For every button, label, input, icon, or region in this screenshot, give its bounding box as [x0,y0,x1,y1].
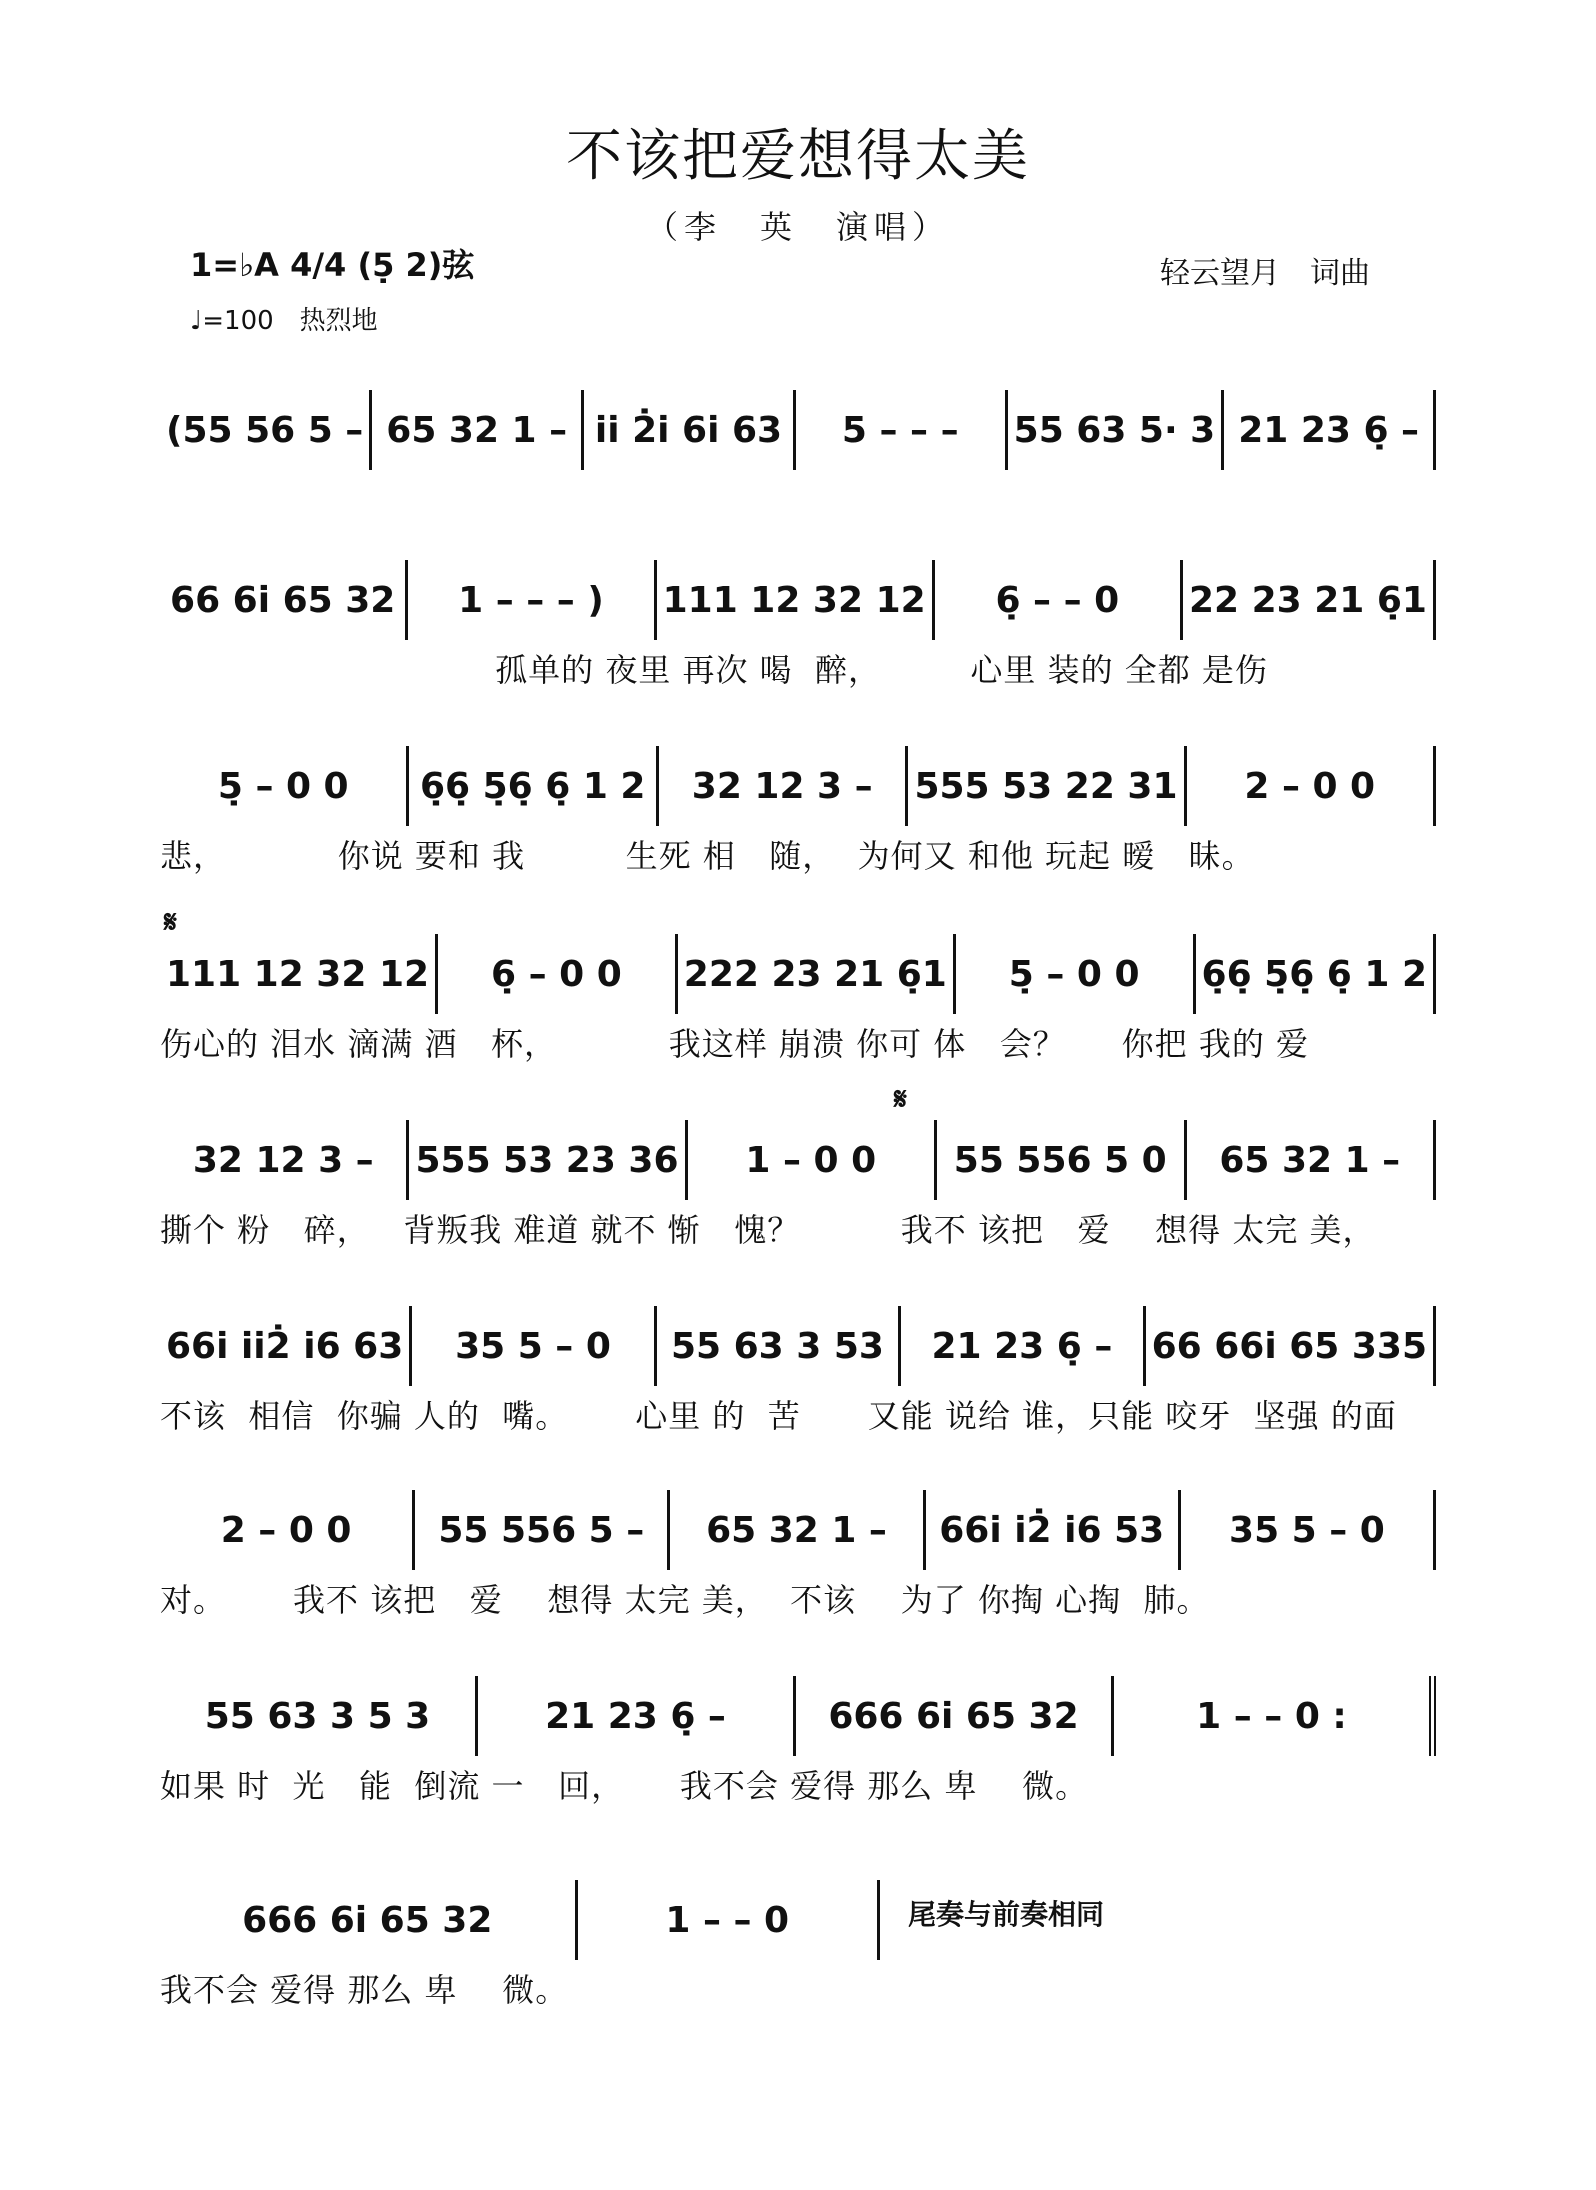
singer-credit: （李 英 演唱） [645,208,950,246]
measure: 2 – 0 0 [1187,746,1436,826]
measure: 32 12 3 – [659,746,908,826]
song-title: 不该把爱想得太美 [566,124,1030,189]
measure: 22 23 21 6̣1 [1183,560,1436,640]
measure: 5̣ – 0 0 [956,934,1196,1014]
music-line-7 [160,1490,1436,1630]
music-line-3 [160,746,1436,886]
notes-row [160,934,1436,1014]
measure: 55 63 3 5 3 [160,1676,478,1756]
measure: 1 – – 0 [578,1880,881,1960]
measure: 21 23 6̣ – [478,1676,796,1756]
measure: 55 556 5 – [415,1490,670,1570]
repeat-end-measure: 1 – – 0 : [1114,1676,1436,1756]
lyrics-row: 悲， 你说 要和 我 生死 相 随， 为何又 和他 玩起 暧 昧。 [160,837,1255,875]
segno-mark: 𝄋 [894,1082,907,1117]
measure: 555 53 23 36 [409,1120,687,1200]
measure: 32 12 3 – [160,1120,409,1200]
measure: 65 32 1 – [670,1490,925,1570]
music-line-5 [160,1120,1436,1260]
measure: 111 12 32 12 [657,560,935,640]
music-line-9 [160,1880,880,2020]
measure: 65 32 1 – [1187,1120,1436,1200]
music-line-8 [160,1676,1436,1816]
measure: 5̣ – 0 0 [160,746,409,826]
ending-note: 尾奏与前奏相同 [908,1898,1105,1931]
measure: 6̣6̣ 5̣6̣ 6̣ 1 2 [409,746,658,826]
lyrics-row: 我不会 爱得 那么 卑 微。 [160,1971,569,2009]
measure: 66i̇ i̇i̇2̇ i̇6 63 [160,1306,412,1386]
lyrics-row: 不该 相信 你骗 人的 嘴。 心里 的 苦 又能 说给 谁，只能 咬牙 坚强 的面 [160,1397,1397,1435]
notes-row [160,1306,1436,1386]
measure: 21 23 6̣ – [1224,390,1436,470]
notes-row [160,1490,1436,1570]
measure: 6̣ – 0 0 [438,934,678,1014]
measure: 5 – – – [796,390,1008,470]
measure: 555 53 22 31 [908,746,1186,826]
music-line-1 [160,390,1436,530]
lyrics-row: 撕个 粉 碎， 背叛我 难道 就不 惭 愧？ 我不 该把 爱 想得 太完 美， [160,1211,1376,1249]
measure: 55 63 3 53 [657,1306,901,1386]
measure: 2 – 0 0 [160,1490,415,1570]
notes-row [160,746,1436,826]
measure: 222 23 21 6̣1 [678,934,956,1014]
measure: (55 56 5 – [160,390,372,470]
notes-row [160,560,1436,640]
measure: 666 6i̇ 65 32 [796,1676,1114,1756]
notes-row [160,390,1436,470]
lyrics-row: 如果 时 光 能 倒流 一 回， 我不会 爱得 那么 卑 微。 [160,1767,1089,1805]
music-line-6 [160,1306,1436,1446]
measure: 111 12 32 12 [160,934,438,1014]
measure: 1 – 0 0 [688,1120,937,1200]
notes-row [160,1880,880,1960]
measure: 66 66i̇ 65 335 [1146,1306,1436,1386]
music-line-2 [160,560,1436,700]
tempo-marking: ♩=100 热烈地 [190,306,378,336]
lyrics-row: 伤心的 泪水 滴满 酒 杯， 我这样 崩溃 你可 体 会？ 你把 我的 爱 [160,1025,1309,1063]
lyrics-row [160,470,1436,530]
measure: 35 5 – 0 [412,1306,656,1386]
measure: 35 5 – 0 [1181,1490,1436,1570]
measure: 55 63 5· 3 [1008,390,1225,470]
author-credit: 轻云望月 词曲 [1160,256,1370,291]
notes-row [160,1120,1436,1200]
measure: 21 23 6̣ – [901,1306,1145,1386]
lyrics-row: 孤单的 夜里 再次 喝 醉， 心里 装的 全都 是伤 [160,651,1268,689]
measure: 66i̇ i̇2̇ i̇6 53 [926,1490,1181,1570]
notes-row [160,1676,1436,1756]
key-signature: 1=♭A 4/4 (5̣ 2)弦 [190,246,475,284]
measure: 666 6i̇ 65 32 [160,1880,578,1960]
measure: 6̣ – – 0 [935,560,1183,640]
music-line-4 [160,934,1436,1074]
measure: 65 32 1 – [372,390,584,470]
measure: 55 556 5 0 [937,1120,1186,1200]
measure: i̇i̇ 2̇i̇ 6i̇ 63 [584,390,796,470]
segno-mark: 𝄋 [164,905,177,940]
measure: 66 6i̇ 65 32 [160,560,408,640]
measure: 6̣6̣ 5̣6̣ 6̣ 1 2 [1196,934,1436,1014]
lyrics-row: 对。 我不 该把 爱 想得 太完 美， 不该 为了 你掏 心掏 肺。 [160,1581,1210,1619]
measure: 1 – – – ) [408,560,656,640]
